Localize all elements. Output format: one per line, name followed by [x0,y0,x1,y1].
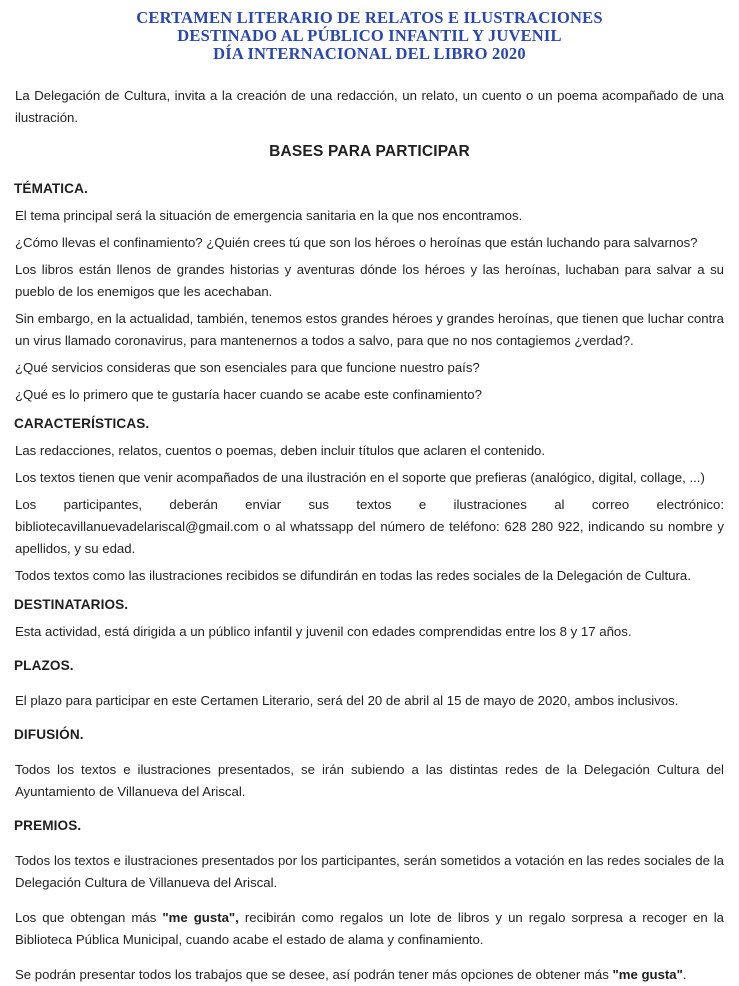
section-paragraph: Los participantes, deberán enviar sus textos e ilustraciones al correo electrónico: bibliotecavillanuevadelariscal@gmail.com o al whatssapp del número de teléfono: 628 280 922, indicando su nombre y apellidos, y su edad. [15,497,724,556]
doc-title-line-3: DÍA INTERNACIONAL DEL LIBRO 2020 [213,44,526,63]
section-paragraph: Los textos tienen que venir acompañados de una ilustración en el soporte que prefieras (analógico, digital, collage, ...) [15,470,705,485]
doc-title-line-2: DESTINADO AL PÚBLICO INFANTIL Y JUVENIL [177,26,562,45]
sections-container [14,178,725,986]
section-heading: PLAZOS. [14,658,74,673]
section-paragraph: Los que obtengan más "me gusta", recibirán como regalos un lote de libros y un regalo sorpresa a recoger en la Biblioteca Pública Municipal, cuando acabe el estado de alama y confinamiento. [15,910,724,947]
section-heading: PREMIOS. [14,818,82,833]
section-paragraph: Sin embargo, en la actualidad, también, tenemos estos grandes héroes y grandes heroínas, que tienen que luchar contra un virus llamado coronavirus, para mantenernos a todos a salvo, para que no nos contagiemos ¿verdad?. [15,311,724,348]
section-paragraph: Las redacciones, relatos, cuentos o poemas, deben incluir títulos que aclaren el contenido. [15,443,546,458]
section-paragraph: Todos los textos e ilustraciones presentados, se irán subiendo a las distintas redes de la Delegación Cultura del Ayuntamiento de Villanueva del Ariscal. [15,762,724,799]
section-heading: DESTINATARIOS. [14,597,129,612]
section-paragraph: ¿Qué servicios consideras que son esenciales para que funcione nuestro país? [15,360,480,375]
section-caracteristicas [14,413,725,587]
section-destinatarios [14,594,725,643]
section-paragraph: Los libros están llenos de grandes historias y aventuras dónde los héroes y las heroínas, luchaban para salvar a su pueblo de los enemigos que les acechaban. [15,262,724,299]
emphasis-me-gusta: "me gusta", [162,910,239,925]
section-plazos [14,655,725,712]
section-paragraph: Todos los textos e ilustraciones presentados por los participantes, serán sometidos a votación en las redes sociales de la Delegación Cultura de Villanueva del Ariscal. [15,853,724,890]
section-paragraph: Todos textos como las ilustraciones recibidos se difundirán en todas las redes sociales de la Delegación de Cultura. [15,568,691,583]
emphasis-me-gusta: "me gusta" [612,967,683,982]
section-premios [14,815,725,986]
intro-paragraph: La Delegación de Cultura, invita a la creación de una redacción, un relato, un cuento o un poema acompañado de una ilustración. [15,88,724,125]
doc-title-line-1: CERTAMEN LITERARIO DE RELATOS E ILUSTRACIONES [136,8,603,27]
section-heading: TÉMATICA. [14,181,88,196]
subtitle-bases-para-participar: BASES PARA PARTICIPAR [269,143,470,160]
section-paragraph: ¿Cómo llevas el confinamiento? ¿Quién crees tú que son los héroes o heroínas que están luchando para salvarnos? [15,235,698,250]
doc-title [14,9,725,63]
section-difusion [14,724,725,803]
section-paragraph: Esta actividad, está dirigida a un público infantil y juvenil con edades comprendidas entre los 8 y 17 años. [15,624,632,639]
section-paragraph: Se podrán presentar todos los trabajos que se desee, así podrán tener más opciones de obtener más "me gusta". [15,967,687,982]
section-heading: DIFUSIÓN. [14,727,84,742]
section-tematica [14,178,725,406]
section-paragraph: El plazo para participar en este Certamen Literario, será del 20 de abril al 15 de mayo de 2020, ambos inclusivos. [15,693,679,708]
section-heading: CARACTERÍSTICAS. [14,416,150,431]
section-paragraph: ¿Qué es lo primero que te gustaría hacer cuando se acabe este confinamiento? [15,387,482,402]
section-paragraph: El tema principal será la situación de emergencia sanitaria en la que nos encontramos. [15,208,523,223]
